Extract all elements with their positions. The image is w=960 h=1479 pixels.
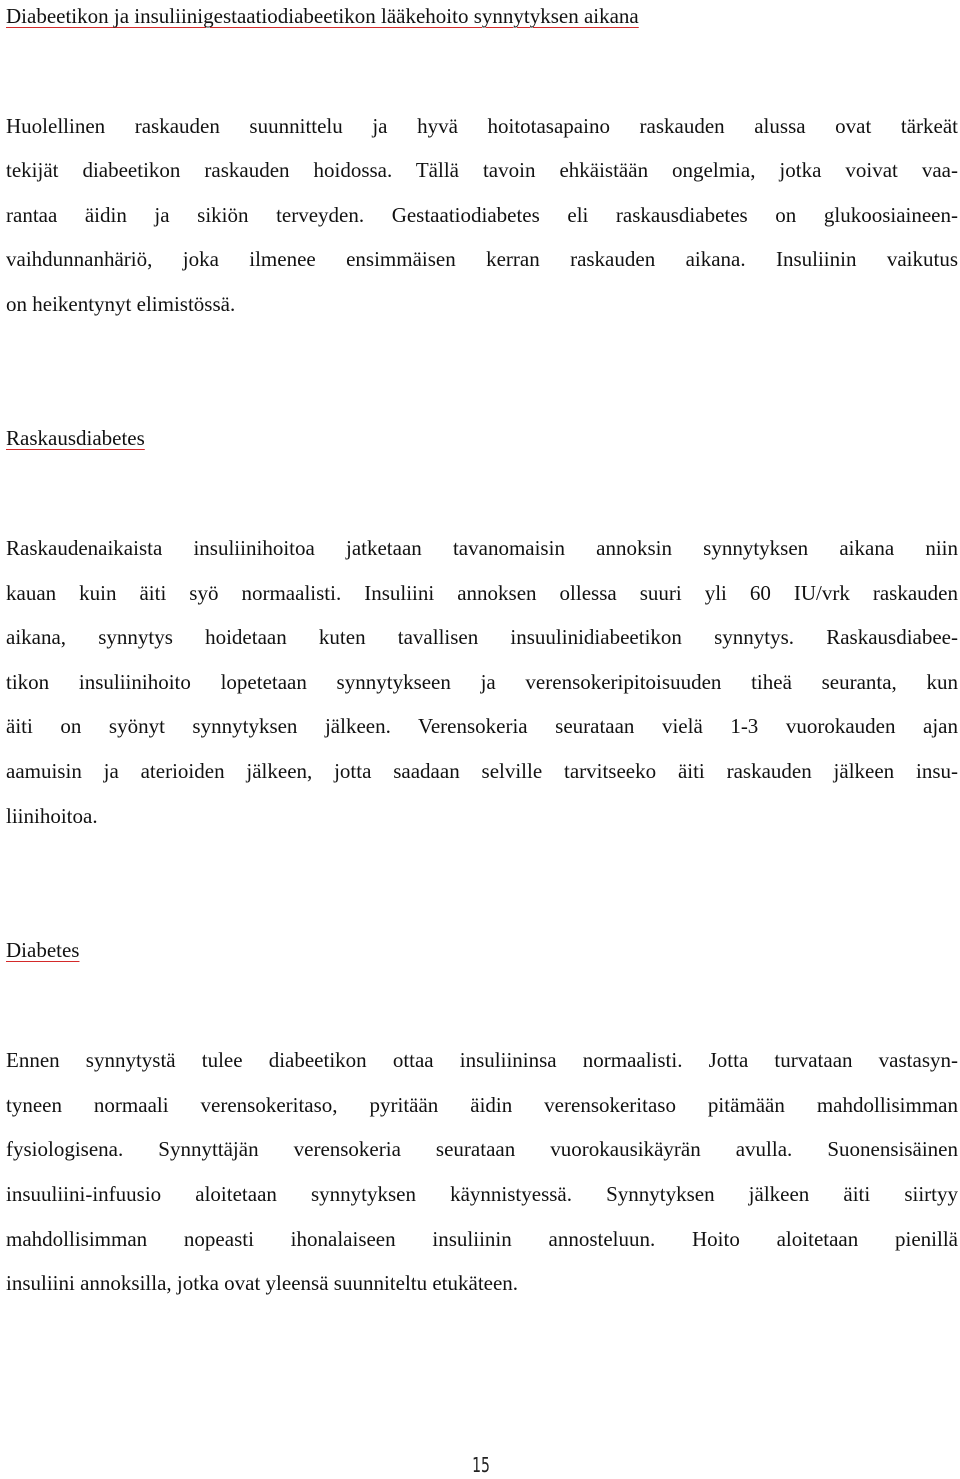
paragraph-line: insuuliini-infuusio aloitetaan synnytyksen käynnistyessä. Synnytyksen jälkeen äiti siirtyy: [6, 1182, 958, 1206]
paragraph-line: rantaa äidin ja sikiön terveyden. Gestaatiodiabetes eli raskausdiabetes on glukoosiaineen-: [6, 203, 958, 227]
page-number: 15: [472, 1453, 490, 1477]
paragraph-line: tyneen normaali verensokeritaso, pyritään äidin verensokeritaso pitämään mahdollisimman: [6, 1093, 958, 1117]
paragraph-line: aikana, synnytys hoidetaan kuten tavallisen insuulinidiabeetikon synnytys. Raskausdiabee-: [6, 625, 958, 649]
paragraph-line: mahdollisimman nopeasti ihonalaiseen insuliinin annosteluun. Hoito aloitetaan pienillä: [6, 1227, 958, 1251]
paragraph-line: Ennen synnytystä tulee diabeetikon ottaa insuliininsa normaalisti. Jotta turvataan vastasyn-: [6, 1048, 958, 1072]
paragraph-line: vaihdunnanhäriö, joka ilmenee ensimmäisen kerran raskauden aikana. Insuliinin vaikutus: [6, 247, 958, 271]
section-heading: Raskausdiabetes: [6, 426, 145, 450]
paragraph-line: liinihoitoa.: [6, 804, 98, 828]
paragraph-line: tekijät diabeetikon raskauden hoidossa. Tällä tavoin ehkäistään ongelmia, jotka voivat vaa-: [6, 158, 958, 182]
paragraph-line: insuliini annoksilla, jotka ovat yleensä suunniteltu etukäteen.: [6, 1271, 519, 1295]
paragraph-line: tikon insuliinihoito lopetetaan synnytykseen ja verensokeripitoisuuden tiheä seuranta, kun: [6, 670, 958, 694]
section-heading: Diabetes: [6, 938, 80, 962]
section-heading: Diabeetikon ja insuliinigestaatiodiabeetikon lääkehoito synnytyksen aikana: [6, 4, 639, 28]
paragraph-line: Huolellinen raskauden suunnittelu ja hyvä hoitotasapaino raskauden alussa ovat tärkeät: [6, 114, 958, 138]
paragraph-line: on heikentynyt elimistössä.: [6, 292, 236, 316]
paragraph-line: äiti on syönyt synnytyksen jälkeen. Verensokeria seurataan vielä 1-3 vuorokauden ajan: [6, 714, 958, 738]
paragraph-line: kauan kuin äiti syö normaalisti. Insuliini annoksen ollessa suuri yli 60 IU/vrk raskauden: [6, 581, 958, 605]
paragraph-line: aamuisin ja aterioiden jälkeen, jotta saadaan selville tarvitseeko äiti raskauden jälkeen insu-: [6, 759, 958, 783]
paragraph-line: Raskaudenaikaista insuliinihoitoa jatketaan tavanomaisin annoksin synnytyksen aikana niin: [6, 536, 958, 560]
paragraph-line: fysiologisena. Synnyttäjän verensokeria seurataan vuorokausikäyrän avulla. Suonensisäinen: [6, 1137, 958, 1161]
